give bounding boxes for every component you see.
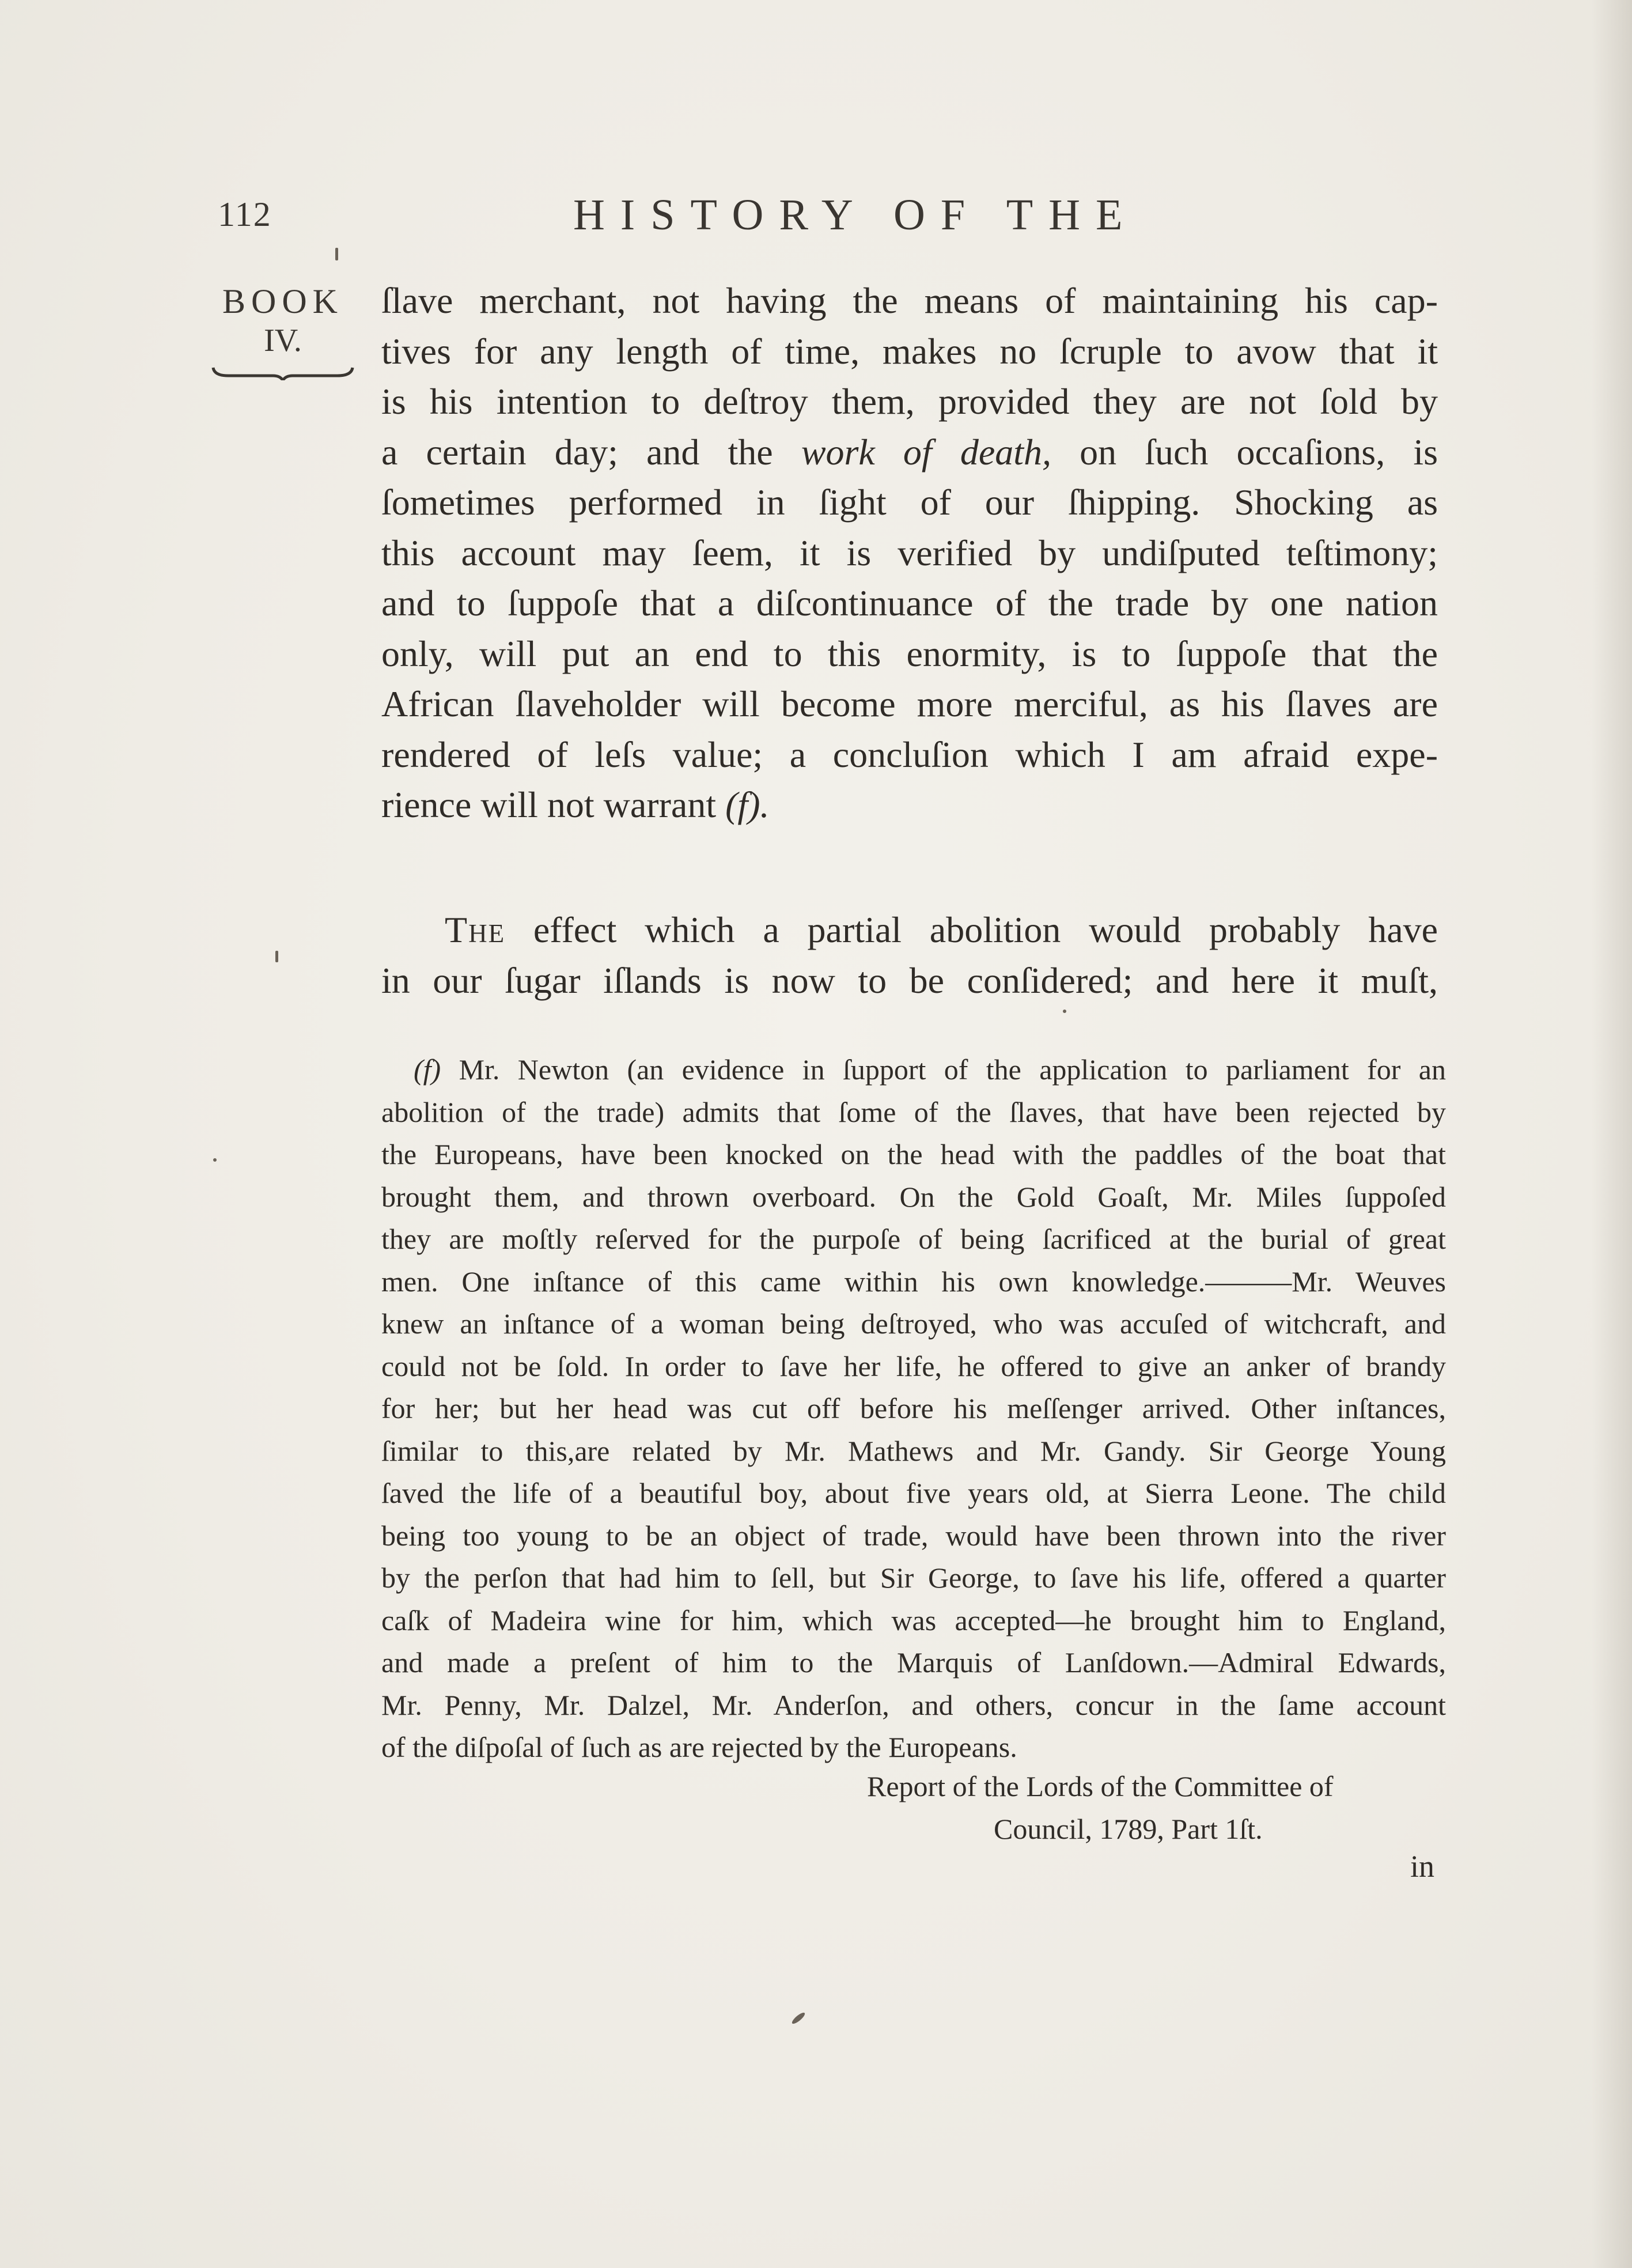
text-fragment: Mr. Newton (an evidence in ſupport of the application to parliament for an (441, 1053, 1446, 1086)
paper-speck (335, 248, 338, 260)
text-line: only, will put an end to this enormity, is to ſuppoſe that the (381, 633, 1438, 674)
footnote-line: and made a preſent of him to the Marquis of Lanſdown.—Admiral Edwards, (381, 1646, 1446, 1679)
text-line: is his intention to deſtroy them, provided they are not ſold by (381, 381, 1438, 422)
attribution-line: Report of the Lords of the Committee of (867, 1770, 1334, 1802)
main-paragraph-1 (381, 275, 1438, 830)
paper-speck (213, 1158, 217, 1162)
text-fragment: on ſuch occaſions, is (1051, 431, 1438, 472)
text-line: in our ſugar iſlands is now to be conſidered; and here it muſt, (381, 959, 1438, 1001)
attribution-line: Council, 1789, Part 1ſt. (994, 1813, 1263, 1845)
footnote-line: by the perſon that had him to ſell, but Sir George, to ſave his life, offered a quarter (381, 1562, 1446, 1594)
footnote-line: caſk of Madeira wine for him, which was accepted—he brought him to England, (381, 1604, 1446, 1636)
catchword: in (1410, 1849, 1435, 1884)
text-line (381, 427, 1438, 478)
book-label: BOOK (222, 282, 343, 320)
text-line: ſometimes performed in ſight of our ſhipping. Shocking as (381, 482, 1438, 523)
text-line: ſlave merchant, not having the means of maintaining his cap- (381, 280, 1438, 321)
footnote-attribution (867, 1765, 1443, 1850)
paper-speck (790, 2011, 806, 2025)
text-line: tives for any length of time, makes no ſcruple to avow that it (381, 330, 1438, 372)
footnote-line: being too young to be an object of trade, would have been thrown into the river (381, 1519, 1446, 1552)
footnote (381, 1049, 1446, 1769)
footnote-line: ſimilar to this,are related by Mr. Mathews and Mr. Gandy. Sir George Young (381, 1434, 1446, 1467)
volume-label: IV. (264, 323, 302, 358)
footnote-reference: (f). (725, 784, 770, 825)
footnote-line: the Europeans, have been knocked on the head with the paddles of the boat that (381, 1138, 1446, 1170)
paper-speck (1063, 1010, 1066, 1013)
footnote-line: brought them, and thrown overboard. On the Gold Goaſt, Mr. Miles ſuppoſed (381, 1180, 1446, 1213)
text-fragment: rience will not warrant (381, 784, 726, 825)
footnote-line: abolition of the trade) admits that ſome of the ſlaves, that have been rejected by (381, 1095, 1446, 1128)
text-line: rendered of leſs value; a concluſion which I am afraid expe- (381, 734, 1438, 775)
text-line: African ſlaveholder will become more merciful, as his ſlaves are (381, 683, 1438, 724)
running-head: HISTORY OF THE (573, 191, 1138, 239)
lead-word: The (445, 909, 506, 950)
footnote-line: of the diſpoſal of ſuch as are rejected by the Europeans. (381, 1731, 1017, 1763)
spine-shadow (1592, 0, 1632, 2268)
italic-phrase: work of death, (801, 431, 1052, 472)
text-line (381, 905, 1438, 955)
text-line: and to ſuppoſe that a diſcontinuance of the trade by one nation (381, 583, 1438, 623)
brace-ornament (211, 363, 355, 380)
footnote-line: men. One inſtance of this came within his own knowledge.———Mr. Weuves (381, 1265, 1446, 1298)
footnote-mark: (f) (414, 1053, 441, 1086)
footnote-line: they are moſtly reſerved for the purpoſe of being ſacrificed at the burial of great (381, 1223, 1446, 1255)
page-number: 112 (218, 195, 272, 233)
text-fragment: effect which a partial abolition would probably have (505, 909, 1438, 950)
marginal-note (205, 281, 361, 380)
footnote-line: ſaved the life of a beautiful boy, about five years old, at Sierra Leone. The child (381, 1477, 1446, 1509)
main-paragraph-2 (381, 905, 1438, 1006)
text-fragment: a certain day; and the (381, 431, 801, 472)
footnote-line: knew an inſtance of a woman being deſtroyed, who was accuſed of witchcraft, and (381, 1307, 1446, 1340)
footnote-line: could not be ſold. In order to ſave her life, he offered to give an anker of brandy (381, 1350, 1446, 1382)
paper-speck (275, 951, 278, 962)
footnote-line: for her; but her head was cut off before his meſſenger arrived. Other inſtances, (381, 1392, 1446, 1424)
text-line (381, 780, 1438, 830)
footnote-line: Mr. Penny, Mr. Dalzel, Mr. Anderſon, and others, concur in the ſame account (381, 1688, 1446, 1721)
footnote-line (381, 1049, 1446, 1091)
text-line: this account may ſeem, it is verified by undiſputed teſtimony; (381, 532, 1438, 573)
